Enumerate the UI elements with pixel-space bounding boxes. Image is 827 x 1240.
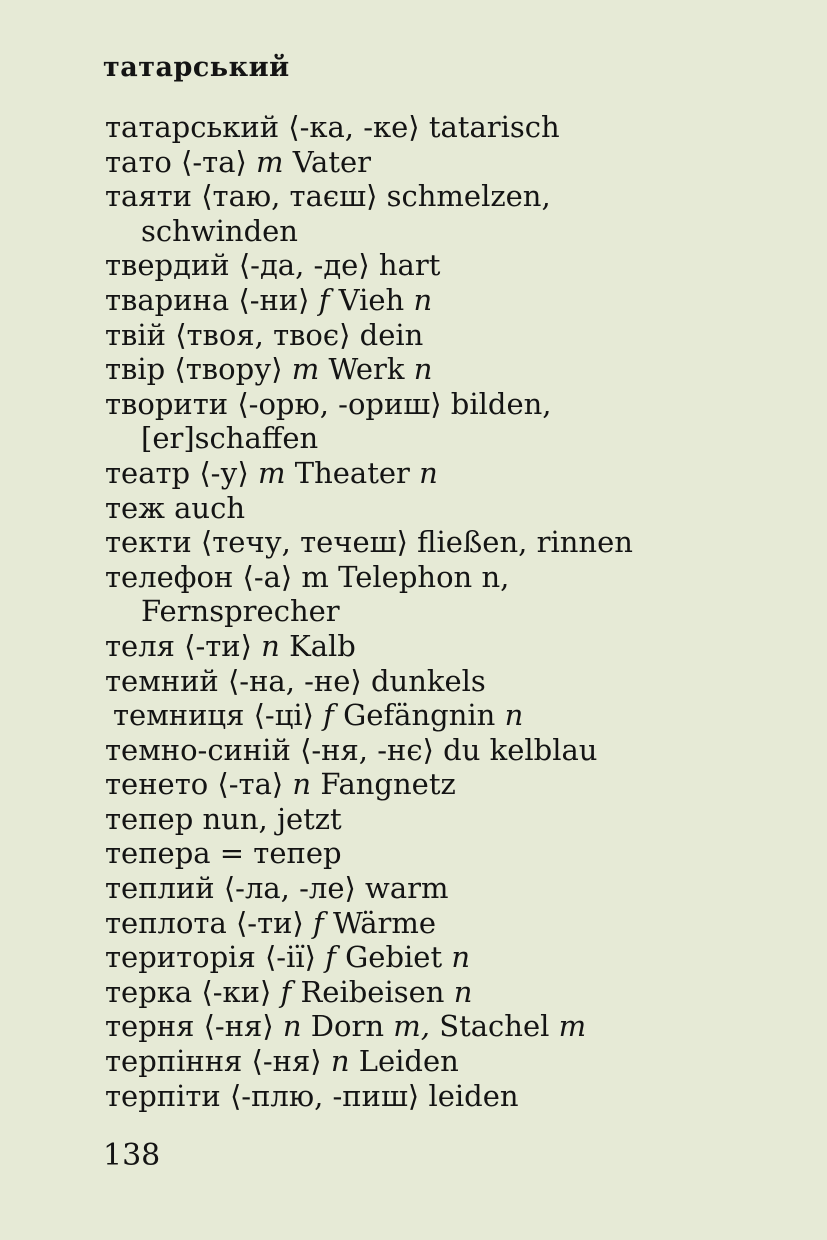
dictionary-entry [105, 318, 715, 353]
dictionary-entry [105, 664, 715, 699]
entry-translation: nun, jetzt [202, 801, 342, 836]
entry-gender: m, [393, 1009, 430, 1044]
entry-translation: Fangnetz [320, 767, 456, 802]
entry-gender: m [256, 144, 284, 179]
entry-headword: терпіти ⟨-плю, -пиш⟩ [105, 1078, 420, 1113]
entry-gender: f [280, 974, 292, 1009]
entry-headword: текти ⟨течу, течеш⟩ [105, 525, 408, 560]
dictionary-entry [105, 179, 715, 214]
entry-list [105, 110, 715, 1113]
entry-translation: = тепер [219, 836, 342, 871]
entry-translation: tatarisch [428, 110, 560, 144]
entry-gender: m [258, 455, 286, 490]
entry-headword: твердий ⟨-да, -де⟩ [105, 248, 370, 283]
dictionary-entry [105, 1044, 715, 1079]
entry-translation: Theater [294, 455, 410, 490]
dictionary-entry [105, 733, 715, 768]
entry-translation: Reibeisen [300, 974, 445, 1009]
dictionary-entry [105, 871, 715, 906]
entry-translation: ⟨таю, таєш⟩ schmelzen, [201, 179, 551, 214]
entry-translation: Vater [292, 144, 372, 179]
entry-headword: творити [105, 386, 229, 421]
entry-translation: ⟨-а⟩ m Telephon n, [242, 559, 510, 594]
dictionary-entry [105, 352, 715, 387]
entry-continuation: Fernsprecher [141, 594, 340, 629]
entry-headword: теж [105, 490, 165, 525]
dictionary-entry [105, 1009, 715, 1044]
dictionary-entry [105, 906, 715, 941]
entry-headword: твір ⟨твору⟩ [105, 352, 283, 387]
entry-headword: темний ⟨-на, -не⟩ [105, 663, 362, 698]
dictionary-entry [105, 560, 715, 595]
entry-gender: m [291, 352, 320, 387]
entry-translation: ⟨-орю, -ориш⟩ bilden, [237, 386, 552, 421]
entry-translation: fließen, rinnen [417, 525, 633, 560]
entry-gender: n [504, 698, 524, 733]
entry-translation: warm [365, 871, 449, 906]
dictionary-entry [105, 836, 715, 871]
guide-word: татарський [103, 52, 290, 83]
entry-headword: тенето ⟨-та⟩ [105, 767, 284, 802]
entry-translation: Wärme [332, 905, 437, 940]
dictionary-entry [105, 248, 715, 283]
entry-gender: n [451, 940, 470, 975]
entry-headword: телефон [105, 559, 234, 594]
dictionary-entry [105, 767, 715, 802]
entry-headword: територія ⟨-ії⟩ [105, 940, 316, 975]
entry-gender: n [419, 455, 438, 490]
entry-gender: f [313, 905, 324, 940]
dictionary-entry [105, 283, 715, 318]
entry-translation: Gebiet [345, 940, 443, 975]
entry-translation: Dorn [310, 1009, 385, 1044]
entry-headword: теплота ⟨-ти⟩ [105, 905, 304, 940]
entry-gender: n [413, 352, 433, 387]
entry-headword: теля ⟨-ти⟩ [105, 628, 252, 663]
dictionary-entry [105, 456, 715, 491]
entry-translation: leiden [428, 1078, 519, 1113]
entry-translation: Werk [328, 352, 405, 387]
dictionary-entry [105, 525, 715, 560]
dictionary-entry [105, 698, 715, 733]
entry-headword: татарський ⟨-ка, -ке⟩ [105, 110, 420, 144]
entry-translation: du kelblau [443, 732, 598, 767]
entry-gender: n [282, 1009, 302, 1044]
entry-translation: Leiden [358, 1044, 459, 1079]
entry-gender: n [453, 974, 473, 1009]
dictionary-entry [105, 975, 715, 1010]
entry-translation: hart [378, 248, 441, 283]
entry-headword: тато ⟨-та⟩ [105, 144, 247, 179]
dictionary-entry [105, 387, 715, 422]
dictionary-entry [105, 1079, 715, 1114]
entry-translation: Vieh [338, 282, 405, 317]
dictionary-entry [105, 491, 715, 526]
entry-gender: f [323, 698, 334, 733]
entry-headword: таяти [105, 179, 192, 214]
entry-gender: n [413, 282, 433, 317]
dictionary-entry [105, 110, 715, 145]
entry-continuation: schwinden [141, 213, 298, 248]
entry-headword: терня ⟨-ня⟩ [105, 1009, 274, 1044]
dictionary-entry [105, 802, 715, 837]
entry-translation: Gefängnin [343, 698, 496, 733]
entry-headword: тепер [105, 801, 194, 836]
entry-headword: темниця ⟨-ці⟩ [113, 698, 314, 733]
entry-gender: n [330, 1044, 350, 1079]
entry-headword: терка ⟨-ки⟩ [105, 974, 272, 1009]
dictionary-entry [105, 940, 715, 975]
page-number: 138 [103, 1138, 161, 1173]
entry-translation: dunkels [370, 663, 486, 698]
entry-headword: твій ⟨твоя, твоє⟩ [105, 317, 351, 352]
entry-headword: терпіння ⟨-ня⟩ [105, 1044, 322, 1079]
entry-gender: f [325, 940, 336, 975]
entry-gender: f [318, 282, 330, 317]
dictionary-entry [105, 145, 715, 180]
entry-headword: теплий ⟨-ла, -ле⟩ [105, 871, 356, 906]
entry-translation: dein [359, 317, 424, 352]
entry-headword: тепера [105, 836, 211, 871]
entry-continuation: [er]schaffen [141, 421, 319, 456]
entry-headword: тварина ⟨-ни⟩ [105, 282, 310, 317]
entry-translation: Kalb [289, 628, 356, 663]
entry-translation: auch [174, 490, 245, 525]
entry-gender: m [558, 1009, 587, 1044]
entry-gender: n [292, 767, 312, 802]
entry-headword: темно-синій ⟨-ня, -нє⟩ [105, 732, 434, 767]
dictionary-entry [105, 629, 715, 664]
entry-headword: театр ⟨-у⟩ [105, 455, 249, 490]
entry-translation: Stachel [439, 1009, 550, 1044]
entry-gender: n [261, 628, 280, 663]
